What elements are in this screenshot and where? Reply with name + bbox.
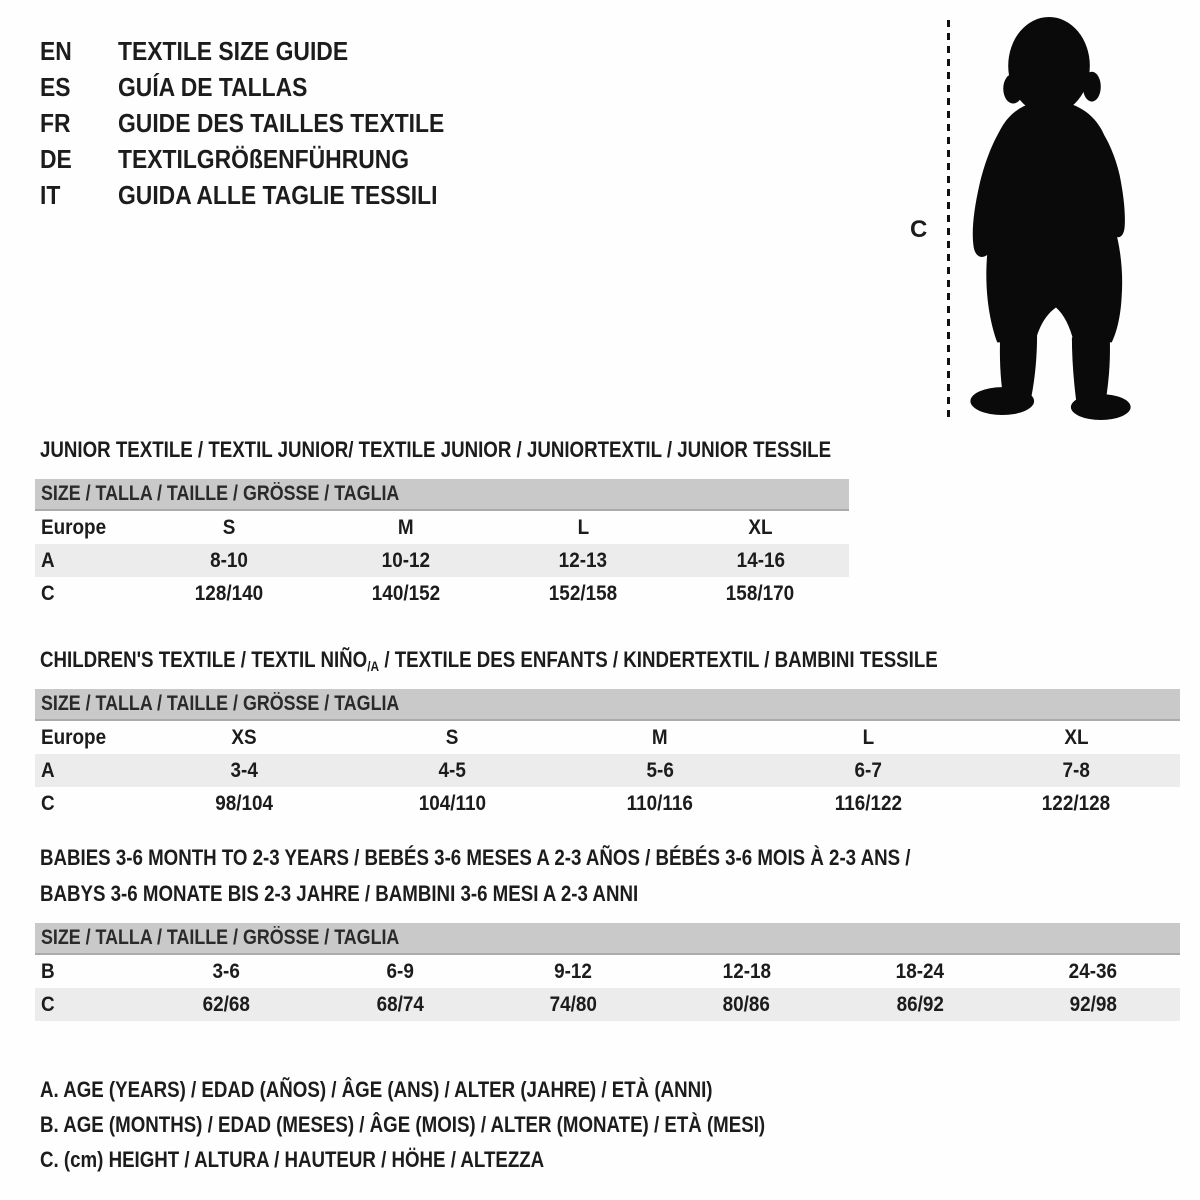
junior-size-table [35,479,849,610]
row-label: Europe [41,726,107,749]
size-table-header: SIZE / TALLA / TAILLE / GRÖSSE / TAGLIA [35,689,1180,721]
table-cell: 24-36 [1069,960,1118,983]
table-cell: 6-7 [854,759,882,782]
language-code: EN [40,36,72,66]
language-code: DE [40,144,72,174]
table-cell: 80/86 [722,993,771,1016]
table-cell: 3-4 [230,759,258,782]
row-label: B [41,960,55,983]
legend-line-c: C. (cm) HEIGHT / ALTURA / HAUTEUR / HÖHE / ALTEZZA [40,1147,545,1172]
language-label: GUIDA ALLE TAGLIE TESSILI [118,180,438,210]
table-row-months [35,955,1180,988]
children-size-table [35,689,1180,820]
table-cell: 4-5 [438,759,466,782]
table-row-height [35,787,1180,820]
table-cell: 122/128 [1041,792,1111,815]
language-label: GUÍA DE TALLAS [118,72,308,102]
language-label: GUIDE DES TAILLES TEXTILE [118,108,445,138]
table-cell: 12-13 [558,549,608,572]
table-row-height [35,577,849,610]
table-cell: 110/116 [626,792,694,815]
height-dashed-line [947,20,950,418]
row-label: C [41,792,55,815]
language-row [40,177,489,213]
nino-a-subscript: /A [367,658,380,674]
table-cell: 140/152 [371,582,441,605]
table-cell: S [445,726,459,749]
table-cell: 7-8 [1062,759,1090,782]
table-cell: XL [748,516,773,539]
children-section-title: CHILDREN'S TEXTILE / TEXTIL NIÑO/A / TEXTILE DES ENFANTS / KINDERTEXTIL / BAMBINI TESSILE [40,647,938,674]
table-row-age [35,754,1180,787]
table-cell: 74/80 [549,993,597,1016]
language-label: TEXTILGRÖßENFÜHRUNG [118,144,410,174]
language-row [40,105,489,141]
table-cell: XS [231,726,257,749]
table-cell: L [577,516,589,539]
table-cell: 5-6 [646,759,674,782]
table-cell: S [222,516,235,539]
babies-size-table [35,923,1180,1021]
table-cell: 92/98 [1069,993,1117,1016]
measure-legend [40,1072,893,1177]
baby-silhouette-icon [958,14,1148,422]
table-cell: 158/170 [726,582,795,605]
table-cell: 12-18 [722,960,771,983]
row-label: C [41,582,55,605]
table-cell: 6-9 [386,960,414,983]
row-label: A [41,759,55,782]
junior-section-title: JUNIOR TEXTILE / TEXTIL JUNIOR/ TEXTILE JUNIOR / JUNIORTEXTIL / JUNIOR TESSILE [40,437,832,462]
size-table-header: SIZE / TALLA / TAILLE / GRÖSSE / TAGLIA [35,923,1180,955]
table-cell: 18-24 [895,960,945,983]
table-cell: 68/74 [376,993,424,1016]
table-cell: 10-12 [381,549,431,572]
table-row-age [35,544,849,577]
table-cell: 3-6 [213,960,241,983]
height-measure-label: C [910,216,928,243]
table-cell: 116/122 [834,792,902,815]
language-code: FR [40,108,71,138]
table-cell: L [862,726,874,749]
table-row-europe [35,511,849,544]
language-code: IT [40,180,61,210]
language-list [40,33,489,213]
table-cell: 128/140 [194,582,263,605]
legend-line-b: B. AGE (MONTHS) / EDAD (MESES) / ÂGE (MOIS) / ALTER (MONATE) / ETÀ (MESI) [40,1112,766,1137]
row-label: Europe [41,516,107,539]
table-row-europe [35,721,1180,754]
language-row [40,141,489,177]
row-label: A [41,549,55,572]
size-table-header: SIZE / TALLA / TAILLE / GRÖSSE / TAGLIA [35,479,849,511]
table-cell: 152/158 [548,582,618,605]
table-cell: 9-12 [554,960,593,983]
language-row [40,69,489,105]
table-cell: 62/68 [203,993,251,1016]
legend-line-a: A. AGE (YEARS) / EDAD (AÑOS) / ÂGE (ANS) / ALTER (JAHRE) / ETÀ (ANNI) [40,1077,713,1102]
table-cell: XL [1063,726,1089,749]
table-cell: M [652,726,668,749]
language-code: ES [40,72,71,102]
row-label: C [41,993,55,1016]
table-cell: M [398,516,414,539]
table-row-height [35,988,1180,1021]
language-row [40,33,489,69]
table-cell: 8-10 [209,549,248,572]
language-label: TEXTILE SIZE GUIDE [118,36,349,66]
table-cell: 98/104 [215,792,273,815]
babies-section-title: BABIES 3-6 MONTH TO 2-3 YEARS / BEBÉS 3-6 MESES A 2-3 AÑOS / BÉBÉS 3-6 MOIS À 2-3 ANS / BABYS 3-6 MONATE BIS 2-3 JAHRE / BAMBINI 3-6 MESI A 2-3 ANNI [40,845,911,906]
table-cell: 86/92 [896,993,944,1016]
table-cell: 104/110 [418,792,486,815]
table-cell: 14-16 [736,549,785,572]
